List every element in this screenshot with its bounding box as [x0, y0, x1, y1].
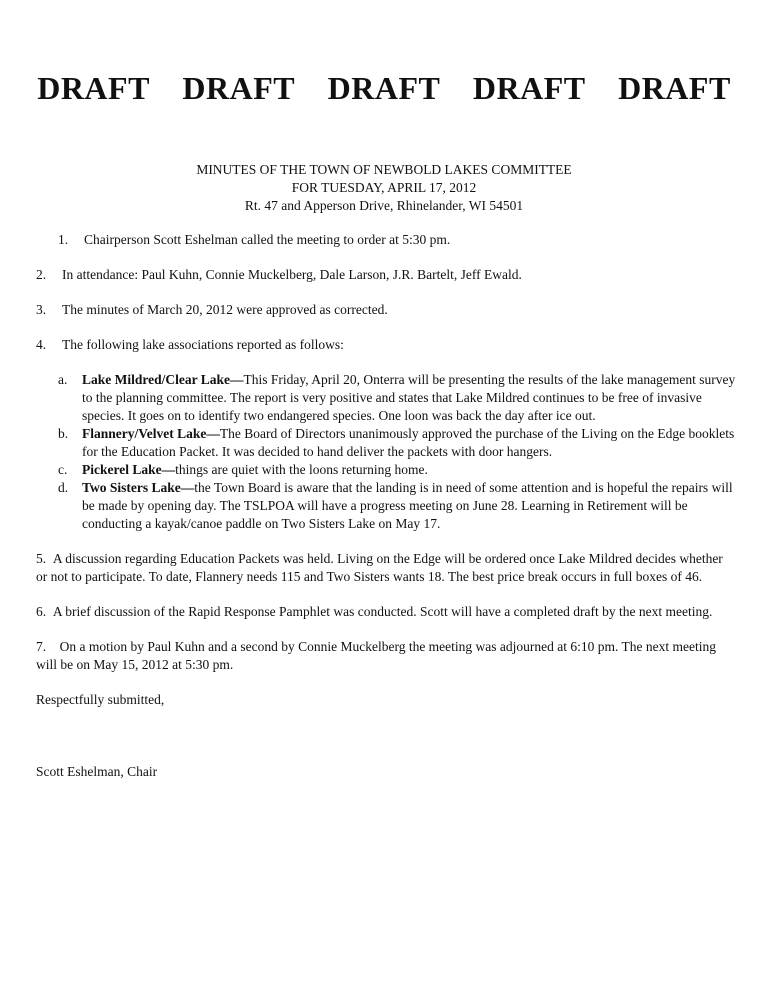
lake-name: Pickerel Lake	[82, 462, 162, 477]
lake-report: b. Flannery/Velvet Lake—The Board of Directors unanimously approved the purchase of the Living on the Edge booklets for the Education Packet. It was decided to hand deliver the packets with door hangers.	[58, 426, 735, 459]
item-text: The following lake associations reported as follows:	[62, 337, 344, 352]
lake-reports	[36, 371, 736, 533]
agenda-item-1	[36, 231, 736, 249]
item-text: In attendance: Paul Kuhn, Connie Muckelberg, Dale Larson, J.R. Bartelt, Jeff Ewald.	[62, 267, 522, 282]
item-text: The minutes of March 20, 2012 were approved as corrected.	[62, 302, 388, 317]
closing-line: Respectfully submitted,	[36, 692, 165, 707]
lake-report-text: This Friday, April 20, Onterra will be presenting the results of the lake management survey to the planning committee. The report is very positive and states that Lake Mildred continues to be free of invasive species. It goes on to identify two endangered species. One loon was back the day after ice out.	[82, 372, 736, 423]
item-text: A brief discussion of the Rapid Response Pamphlet was conducted. Scott will have a completed draft by the next meeting.	[52, 604, 713, 619]
signature-line: Scott Eshelman, Chair	[36, 764, 158, 779]
lake-report-text: The Board of Directors unanimously approved the purchase of the Living on the Edge booklets for the Education Packet. It was decided to hand deliver the packets with door hangers.	[82, 426, 735, 459]
item-number: 6.	[36, 604, 47, 619]
item-number: 7.	[36, 639, 47, 654]
header-date: FOR TUESDAY, APRIL 17, 2012	[291, 180, 477, 195]
agenda-item-2	[36, 266, 736, 284]
lake-report-text: the Town Board is aware that the landing is in need of some attention and is hopeful the repairs will be made by opening day. The TSLPOA will have a progress meeting on June 28. Learning in Retirement will be conducting a kayak/canoe paddle on Two Sisters Lake on May 17.	[82, 480, 733, 531]
lake-name: Two Sisters Lake	[82, 480, 181, 495]
lake-report: c. Pickerel Lake—things are quiet with the loons returning home.	[58, 462, 428, 477]
lake-report: d. Two Sisters Lake—the Town Board is aware that the landing is in need of some attention and is hopeful the repairs will be made by opening day. The TSLPOA will have a progress meeting on June 28. Learning in Retirement will be conducting a kayak/canoe paddle on Two Sisters Lake on May 17.	[58, 480, 733, 531]
minutes-header	[0, 161, 768, 215]
item-number: 4.	[36, 337, 47, 352]
item-number: 1.	[58, 232, 69, 247]
agenda-item-4	[36, 336, 736, 354]
agenda-item-7	[36, 638, 736, 674]
draft-banner	[0, 70, 768, 107]
draft-word: DRAFT	[618, 70, 731, 106]
lake-name: Flannery/Velvet Lake	[82, 426, 207, 441]
item-text: A discussion regarding Education Packets was held. Living on the Edge will be ordered once Lake Mildred decides whether or not to participate. To date, Flannery needs 115 and Two Sisters wants 18. The best price break occurs in full boxes of 46.	[36, 551, 723, 584]
lake-report-text: things are quiet with the loons returning home.	[175, 462, 428, 477]
agenda-item-6	[36, 603, 736, 621]
lake-name: Lake Mildred/Clear Lake	[82, 372, 230, 387]
header-address: Rt. 47 and Apperson Drive, Rhinelander, WI 54501	[244, 198, 524, 213]
item-number: 2.	[36, 267, 47, 282]
agenda-item-5	[36, 550, 736, 586]
lake-letter: a.	[58, 372, 68, 387]
lake-letter: d.	[58, 480, 69, 495]
draft-word: DRAFT	[37, 70, 150, 106]
lake-report: a. Lake Mildred/Clear Lake—This Friday, April 20, Onterra will be presenting the results of the lake management survey to the planning committee. The report is very positive and states that Lake Mildred continues to be free of invasive species. It goes on to identify two endangered species. One loon was back the day after ice out.	[58, 372, 736, 423]
agenda-item-3	[36, 301, 736, 319]
item-text: On a motion by Paul Kuhn and a second by Connie Muckelberg the meeting was adjourned at 6:10 pm. The next meeting will be on May 15, 2012 at 5:30 pm.	[36, 639, 716, 672]
minutes-body	[36, 231, 736, 781]
draft-word: DRAFT	[472, 70, 586, 106]
lake-letter: c.	[58, 462, 68, 477]
item-text: Chairperson Scott Eshelman called the meeting to order at 5:30 pm.	[84, 232, 451, 247]
header-title: MINUTES OF THE TOWN OF NEWBOLD LAKES COMMITTEE	[196, 162, 572, 177]
item-number: 5.	[36, 551, 47, 566]
lake-letter: b.	[58, 426, 69, 441]
draft-word: DRAFT	[182, 70, 296, 106]
item-number: 3.	[36, 302, 47, 317]
draft-word: DRAFT	[327, 70, 441, 106]
